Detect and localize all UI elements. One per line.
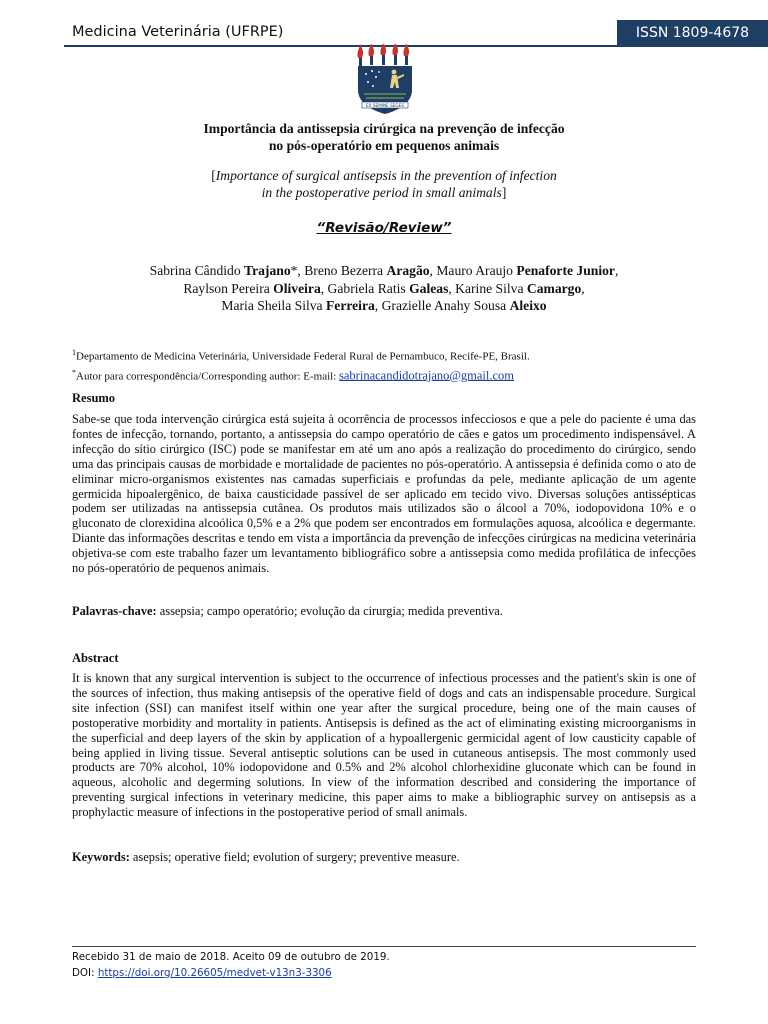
author-surname: Aleixo (509, 298, 547, 313)
author-surname: Camargo (526, 280, 582, 296)
journal-name: Medicina Veterinária (UFRPE) (72, 24, 284, 40)
author-surname: Trajano (244, 263, 291, 278)
english-title (0, 167, 768, 201)
palavras-chave (72, 604, 696, 619)
keywords (72, 850, 696, 865)
doi-link[interactable]: https://doi.org/10.26605/medvet-v13n3-3306 (97, 966, 332, 979)
author-given: Maria Sheila Silva (221, 298, 326, 313)
resumo-heading: Resumo (72, 391, 116, 405)
paper-title (0, 120, 768, 154)
english-title-line1: [Importance of surgical antisepsis in the prevention of infection (211, 168, 557, 183)
author-given: Grazielle Anahy Sousa (381, 298, 510, 313)
author-given: Breno Bezerra (304, 263, 387, 278)
author-given: Raylson Pereira (183, 280, 274, 296)
footer (72, 950, 390, 981)
author-given: Sabrina Cândido (149, 263, 245, 278)
correspondence-line: *Autor para correspondência/Corresponding author: E-mail: sabrinacandidotrajano@gmail.com (72, 367, 515, 383)
english-title-line2: in the postoperative period in small animals] (261, 185, 507, 200)
email-link[interactable]: sabrinacandidotrajano@gmail.com (339, 368, 515, 383)
palavras-chave-values: assepsia; campo operatório; evolução da cirurgia; medida preventiva. (156, 604, 503, 618)
author-surname: Ferreira (325, 298, 375, 313)
author-given: Gabriela Ratis (327, 280, 410, 296)
palavras-chave-label: Palavras-chave: (72, 604, 157, 618)
logo-motto: EX SEMINE SEGES (366, 103, 404, 108)
author-given: Mauro Araujo (436, 263, 517, 278)
issn-badge: ISSN 1809-4678 (617, 20, 768, 46)
author-line-1: Sabrina Cândido Trajano*, Breno Bezerra Aragão, Mauro Araujo Penaforte Junior, (149, 263, 619, 278)
abstract-heading: Abstract (72, 651, 119, 665)
author-surname: Galeas (409, 280, 449, 296)
resumo-text: Sabe-se que toda intervenção cirúrgica está sujeita à ocorrência de processos infecciosos e que a pele do paciente é uma das fontes de infecção, tornando, portanto, a antissepsia do campo operatório de cães e gatos um procedimento indispensável. A infecção do sítio cirúrgico (ISC) pode se manifestar em até um ano após a realização do procedimento do cirúrgico, sendo uma das principais causas de morbidade e mortalidade de pacientes no pós-operatório. A antissepsia é definida como o ato de eliminar micro-organismos existentes nas camadas superficiais e profundas da pele, mediante aplicação de um agente germicida hipoalergênico, de baixa causticidade passível de ser aplicado em tecido vivo. Diversas soluções antissépticas podem ser utilizadas na antissepsia cutânea. Os produtos mais utilizados são o álcool a 70%, iodopovidona 10% e o gluconato de clorexidina alcoólica 0,5% e a 2% que podem ser encontrados em formulações aquosa, alcoólica e degermante. Diante das informações descritas e tendo em vista a importância da prevenção de infecções cirúrgicas na medicina veterinária objetiva-se com este trabalho fazer um levantamento bibliográfico sobre a antissepsia como medida profilática de infecções no pós-operatório de pequenos animais. (72, 412, 696, 576)
author-line-2: Raylson Pereira Oliveira, Gabriela Ratis Galeas, Karine Silva Camargo, (183, 280, 585, 296)
paper-title-line1: Importância da antissepsia cirúrgica na prevenção de infecção (203, 121, 565, 136)
author-surname: Oliveira (273, 280, 321, 296)
author-given: Karine Silva (455, 280, 527, 296)
author-line-3: Maria Sheila Silva Ferreira, Grazielle Anahy Sousa Aleixo (221, 298, 547, 313)
author-surname: Penaforte Junior (516, 263, 615, 278)
abstract-text: It is known that any surgical intervention is subject to the occurrence of infectious processes and the patient's skin is one of the sources of infection, thus making antisepsis of the operative field of dogs and cats an indispensable procedure. Surgical site infection (SSI) can manifest itself within one year after the surgical procedure, being one of the main causes of postoperative morbidity and mortality in patients. Antisepsis is defined as the act of eliminating existing microorganisms in the superficial and deep layers of the skin by application of a hypoallergenic germicidal agent of low causticity capable of being applied in living tissue. Several antiseptic solutions can be used in cutaneous antisepsis. The most commonly used products are 70% alcohol, 10% iodopovidone and 0.5% and 2% alcohol chlorhexidine gluconate which can be found in aqueous, alcoholic and degerming solutions. In view of the information described and considering the importance of preventing surgical infections in veterinary medicine, this paper aims to make a bibliographic survey on antisepsis as a prophylactic measure of infections in the postoperative period of small animals. (72, 671, 696, 820)
paper-title-line2: no pós-operatório em pequenos animais (268, 138, 500, 153)
doi-line: DOI: https://doi.org/10.26605/medvet-v13n3-3306 (72, 966, 332, 979)
affiliations (72, 345, 530, 384)
review-label: “Revisão/Review” (316, 220, 452, 236)
received-dates: Recebido 31 de maio de 2018. Aceito 09 de outubro de 2019. (72, 951, 390, 963)
affiliation-line: $^1$Departamento de Medicina Veterinária, Universidade Federal Rural de Pernambuco, Recife-PE, Brasil. (72, 348, 530, 363)
keywords-values: asepsis; operative field; evolution of surgery; preventive measure. (129, 850, 460, 864)
keywords-label: Keywords: (72, 850, 130, 864)
author-surname: Aragão (386, 263, 430, 278)
footer-rule (72, 946, 696, 947)
author-list (0, 262, 768, 315)
university-crest-logo (352, 44, 418, 118)
